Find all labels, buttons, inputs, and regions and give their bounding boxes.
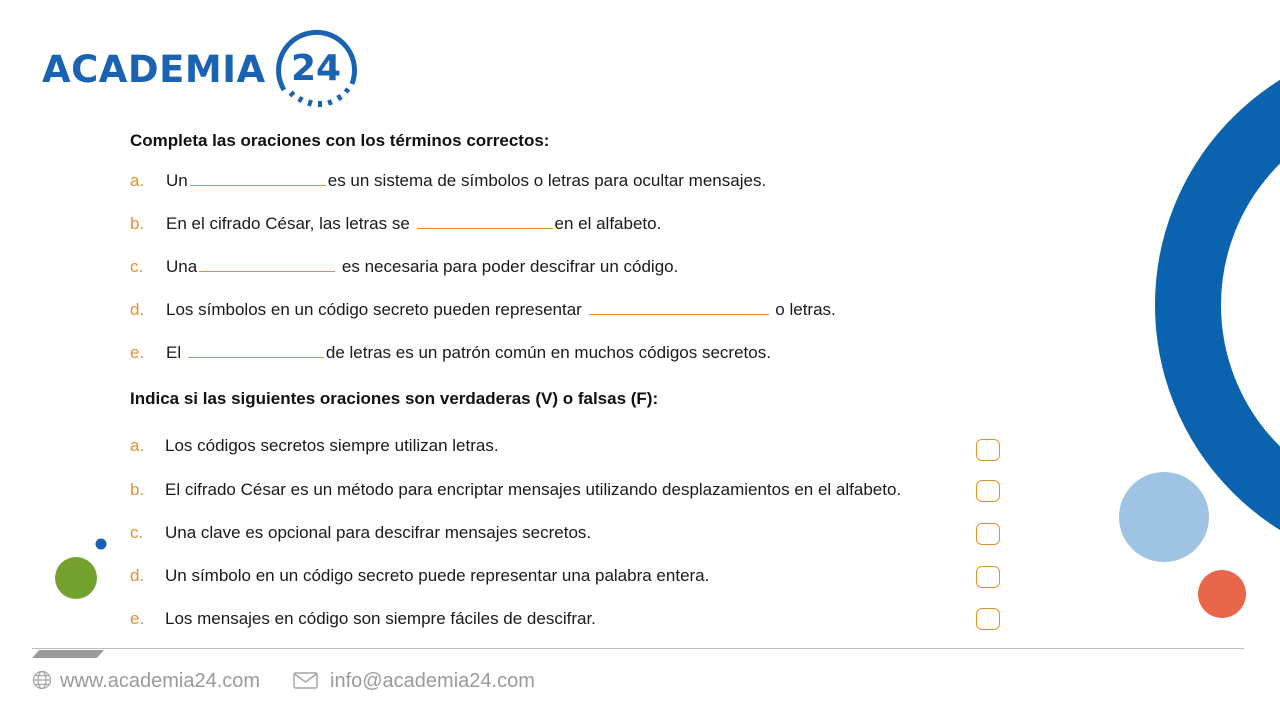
item-letter: b.: [130, 480, 145, 499]
item-text-after: en el alfabeto.: [554, 214, 662, 233]
answer-box-b[interactable]: [976, 480, 1000, 502]
light-blue-circle: [1119, 472, 1209, 562]
blank-line[interactable]: [417, 214, 553, 229]
logo-number: 24: [290, 48, 342, 89]
item-text-before: Una: [166, 257, 198, 276]
item-text: Un símbolo en un código secreto puede representar una palabra entera.: [165, 566, 710, 585]
item-letter: c.: [130, 523, 144, 542]
mail-icon: [293, 672, 318, 689]
blank-line[interactable]: [589, 300, 769, 315]
item-text: Los códigos secretos siempre utilizan letras.: [165, 436, 499, 455]
globe-icon: [32, 670, 52, 690]
footer-divider: [32, 648, 1244, 649]
logo-wordmark: ACADEMIA: [42, 48, 266, 91]
item-text: Los mensajes en código son siempre fáciles de descifrar.: [165, 609, 596, 628]
item-text-after: de letras es un patrón común en muchos códigos secretos.: [325, 343, 771, 362]
item-text-before: El: [166, 343, 182, 362]
blue-ring: [1188, 73, 1280, 537]
item-text-after: es un sistema de símbolos o letras para ocultar mensajes.: [327, 171, 767, 190]
answer-box-d[interactable]: [976, 566, 1000, 588]
answer-box-a[interactable]: [976, 439, 1000, 461]
blank-line[interactable]: [188, 343, 324, 358]
academia24-logo[interactable]: [42, 28, 362, 112]
answer-box-c[interactable]: [976, 523, 1000, 545]
blank-line[interactable]: [190, 171, 326, 186]
item-letter: a.: [130, 436, 145, 455]
email-link[interactable]: info@academia24.com: [330, 670, 535, 692]
item-text-after: es necesaria para poder descifrar un código.: [341, 257, 679, 276]
section1-title: Completa las oraciones con los términos correctos:: [130, 131, 550, 150]
item-letter: e.: [130, 609, 145, 628]
item-text: El cifrado César es un método para encriptar mensajes utilizando desplazamientos en el alfabeto.: [165, 480, 902, 499]
website-link[interactable]: www.academia24.com: [60, 670, 261, 692]
item-letter: d.: [130, 300, 145, 319]
item-text: Una clave es opcional para descifrar mensajes secretos.: [165, 523, 592, 542]
item-text-after: o letras.: [775, 300, 836, 319]
section2-title: Indica si las siguientes oraciones son verdaderas (V) o falsas (F):: [130, 389, 659, 408]
footer-tab-accent: [32, 650, 104, 658]
item-letter: e.: [130, 343, 145, 362]
small-blue-dot: [96, 539, 107, 550]
blank-line[interactable]: [199, 257, 335, 272]
item-text-before: Los símbolos en un código secreto pueden representar: [166, 300, 582, 319]
item-letter: d.: [130, 566, 145, 585]
item-letter: b.: [130, 214, 145, 233]
green-circle: [55, 557, 97, 599]
item-letter: a.: [130, 171, 145, 190]
item-text-before: Un: [166, 171, 188, 190]
answer-box-e[interactable]: [976, 608, 1000, 630]
item-letter: c.: [130, 257, 144, 276]
logo-24-badge: [272, 28, 362, 112]
orange-circle: [1198, 570, 1246, 618]
item-text-before: En el cifrado César, las letras se: [166, 214, 410, 233]
